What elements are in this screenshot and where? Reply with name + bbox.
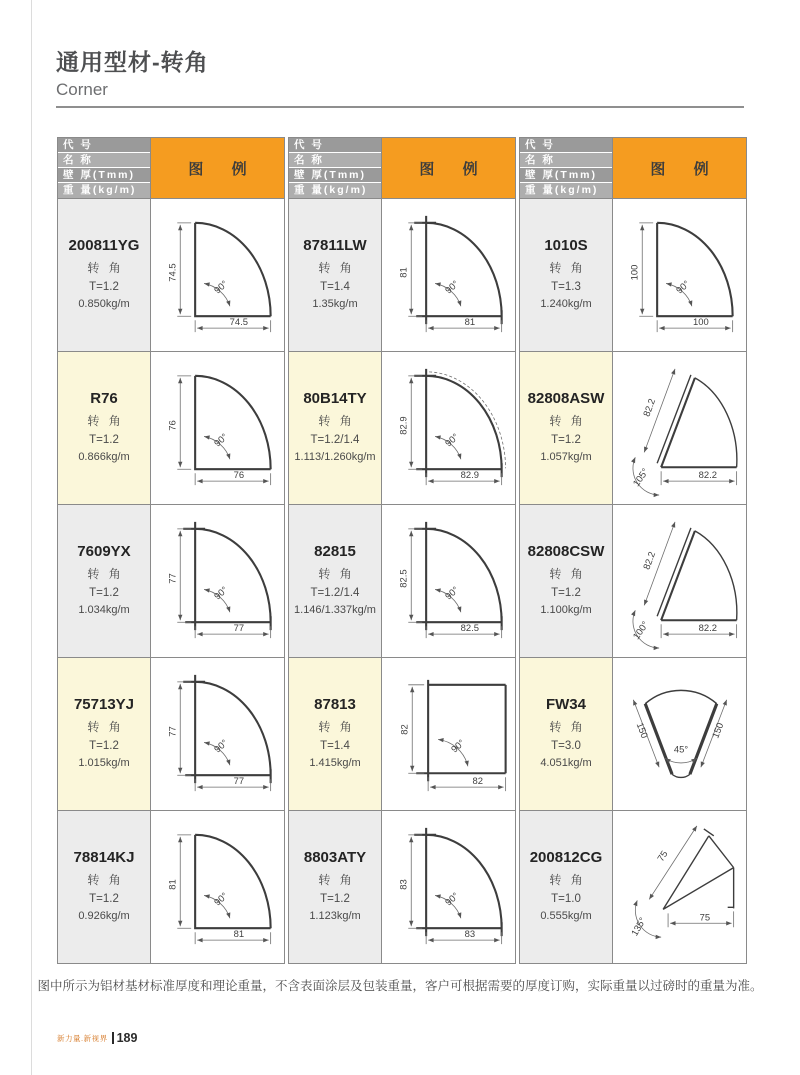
title-divider	[56, 106, 744, 108]
dim-label: 81	[166, 879, 178, 890]
product-code: 8803ATY	[303, 849, 367, 866]
dim-label: 77	[233, 622, 245, 634]
product-code: 87811LW	[303, 237, 367, 254]
header-field-label: 壁 厚(Tmm)	[520, 168, 612, 183]
legend-header: 图 例	[613, 138, 746, 198]
product-cell	[520, 198, 746, 351]
profile-drawing	[613, 505, 746, 657]
dim-label: 75	[699, 911, 711, 923]
product-cell	[520, 657, 746, 810]
product-figure	[613, 811, 746, 963]
product-code: 82808CSW	[527, 543, 605, 560]
product-weight: 0.926kg/m	[78, 910, 130, 922]
legend-header: 图 例	[151, 138, 284, 198]
product-figure	[613, 658, 746, 810]
product-thickness: T=1.4	[320, 281, 350, 293]
product-thickness: T=3.0	[551, 740, 581, 752]
product-info	[520, 199, 613, 351]
product-cell	[58, 351, 284, 504]
header-field-label: 名 称	[289, 153, 381, 168]
product-info	[58, 658, 151, 810]
product-figure	[382, 811, 515, 963]
product-code: 1010S	[544, 237, 588, 254]
product-info	[58, 811, 151, 963]
product-weight: 1.100kg/m	[540, 604, 592, 616]
header-field-label: 重 量(kg/m)	[289, 183, 381, 198]
product-weight: 1.123kg/m	[309, 910, 361, 922]
dim-label: 83	[397, 879, 409, 890]
product-name: 转 角	[318, 720, 355, 734]
dim-label: 90°	[673, 277, 692, 296]
product-name: 转 角	[318, 261, 355, 275]
product-thickness: T=1.2/1.4	[310, 434, 360, 446]
dim-label: 45°	[673, 743, 689, 755]
dim-label: 81	[397, 267, 409, 278]
product-name: 转 角	[549, 567, 586, 581]
product-figure	[382, 658, 515, 810]
product-name: 转 角	[87, 567, 124, 581]
product-weight: 1.057kg/m	[540, 451, 592, 463]
product-weight: 1.034kg/m	[78, 604, 130, 616]
product-thickness: T=1.2	[89, 434, 119, 446]
profile-drawing	[151, 199, 284, 351]
product-weight: 0.850kg/m	[78, 298, 130, 310]
product-code: FW34	[545, 696, 586, 713]
dim-label: 82.2	[698, 622, 717, 634]
product-weight: 1.240kg/m	[540, 298, 592, 310]
product-weight: 0.555kg/m	[540, 910, 592, 922]
product-cell	[520, 504, 746, 657]
header-field-labels	[289, 138, 382, 198]
profile-drawing	[151, 658, 284, 810]
product-thickness: T=1.0	[551, 893, 581, 905]
brand-text: 新力量.新视界	[57, 1033, 108, 1043]
product-figure	[151, 658, 284, 810]
profile-drawing	[382, 658, 515, 810]
dim-label: 90°	[442, 277, 461, 296]
product-cell	[58, 198, 284, 351]
product-figure	[151, 199, 284, 351]
dim-label: 90°	[442, 430, 461, 449]
product-thickness: T=1.2	[320, 893, 350, 905]
dim-label: 90°	[211, 277, 230, 296]
product-name: 转 角	[318, 873, 355, 887]
product-name: 转 角	[549, 261, 586, 275]
dim-label: 76	[233, 469, 245, 481]
header-field-label: 名 称	[520, 153, 612, 168]
product-thickness: T=1.2/1.4	[310, 587, 360, 599]
product-code: 75713YJ	[73, 696, 135, 713]
column-header	[289, 138, 515, 198]
dim-label: 90°	[442, 889, 461, 908]
print-margin-line	[31, 0, 32, 1075]
header-field-label: 重 量(kg/m)	[520, 183, 612, 198]
dim-label: 81	[233, 928, 245, 940]
profile-drawing	[151, 505, 284, 657]
header-field-labels	[58, 138, 151, 198]
dim-label: 81	[464, 316, 476, 328]
product-thickness: T=1.2	[89, 893, 119, 905]
profile-drawing	[382, 352, 515, 504]
product-figure	[382, 199, 515, 351]
product-weight: 4.051kg/m	[540, 757, 592, 769]
dim-label: 100°	[630, 619, 651, 642]
dim-label: 76	[166, 420, 178, 431]
product-code: 7609YX	[77, 543, 131, 560]
dim-label: 77	[166, 573, 178, 584]
product-weight: 1.415kg/m	[309, 757, 361, 769]
product-cell	[58, 504, 284, 657]
product-thickness: T=1.2	[89, 740, 119, 752]
dim-label: 83	[464, 928, 476, 940]
dim-label: 77	[166, 726, 178, 737]
product-cell	[520, 810, 746, 963]
dim-label: 90°	[211, 583, 230, 602]
dim-label: 90°	[211, 430, 230, 449]
header-field-label: 壁 厚(Tmm)	[289, 168, 381, 183]
header-field-labels	[520, 138, 613, 198]
product-thickness: T=1.3	[551, 281, 581, 293]
header-field-label: 重 量(kg/m)	[58, 183, 150, 198]
product-figure	[613, 199, 746, 351]
product-info	[289, 199, 382, 351]
profile-drawing	[382, 811, 515, 963]
dim-label: 150	[709, 720, 726, 740]
footnote: 图中所示为铝材基材标准厚度和理论重量，不含表面涂层及包装重量，客户可根据需要的厚度订购，实际重量以过磅时的重量为准。	[37, 979, 763, 993]
product-figure	[613, 352, 746, 504]
product-figure	[151, 811, 284, 963]
profile-drawing	[613, 199, 746, 351]
product-weight: 1.113/1.260kg/m	[294, 451, 376, 463]
page-subtitle: Corner	[56, 80, 108, 99]
catalog-column	[57, 137, 285, 964]
product-name: 转 角	[87, 261, 124, 275]
product-name: 转 角	[87, 720, 124, 734]
product-thickness: T=1.4	[320, 740, 350, 752]
dim-label: 100	[628, 264, 640, 281]
product-figure	[613, 505, 746, 657]
profile-drawing	[382, 505, 515, 657]
product-cell	[289, 351, 515, 504]
product-cell	[58, 810, 284, 963]
product-thickness: T=1.2	[89, 587, 119, 599]
product-code: R76	[90, 390, 118, 407]
product-figure	[382, 352, 515, 504]
product-cell	[289, 198, 515, 351]
product-info	[58, 199, 151, 351]
dim-label: 82.2	[640, 549, 658, 571]
catalog-table	[57, 137, 747, 964]
product-cell	[520, 351, 746, 504]
page-number: 189	[112, 1032, 138, 1044]
dim-label: 82	[398, 724, 410, 735]
dim-label: 82.5	[460, 622, 480, 634]
header-field-label: 代 号	[58, 138, 150, 153]
page-footer	[57, 1032, 137, 1044]
product-figure	[151, 352, 284, 504]
dim-label: 75	[654, 848, 670, 864]
dim-label: 82.2	[698, 469, 717, 481]
dim-label: 74.5	[229, 316, 249, 328]
profile-drawing	[151, 811, 284, 963]
profile-drawing	[613, 352, 746, 504]
product-info	[520, 505, 613, 657]
column-header	[58, 138, 284, 198]
profile-drawing	[613, 658, 746, 810]
product-info	[289, 811, 382, 963]
product-code: 87813	[314, 696, 356, 713]
dim-label: 82.2	[640, 396, 658, 418]
product-info	[520, 811, 613, 963]
product-info	[289, 352, 382, 504]
catalog-column	[519, 137, 747, 964]
profile-drawing	[382, 199, 515, 351]
product-cell	[289, 657, 515, 810]
dim-label: 90°	[442, 583, 461, 602]
dim-label: 77	[233, 775, 245, 787]
product-cell	[289, 810, 515, 963]
dim-label: 105°	[630, 466, 651, 489]
product-thickness: T=1.2	[551, 434, 581, 446]
dim-label: 90°	[211, 736, 230, 755]
product-info	[289, 658, 382, 810]
product-code: 82815	[314, 543, 356, 560]
product-name: 转 角	[549, 873, 586, 887]
dim-label: 90°	[448, 736, 467, 755]
header-field-label: 壁 厚(Tmm)	[58, 168, 150, 183]
dim-label: 90°	[211, 889, 230, 908]
product-weight: 1.015kg/m	[78, 757, 130, 769]
profile-drawing	[151, 352, 284, 504]
legend-header: 图 例	[382, 138, 515, 198]
header-field-label: 代 号	[289, 138, 381, 153]
product-info	[58, 352, 151, 504]
profile-drawing	[613, 811, 746, 963]
product-weight: 1.146/1.337kg/m	[294, 604, 376, 616]
product-info	[58, 505, 151, 657]
dim-label: 82.9	[397, 416, 409, 435]
product-code: 80B14TY	[303, 390, 367, 407]
product-thickness: T=1.2	[551, 587, 581, 599]
product-code: 78814KJ	[73, 849, 135, 866]
product-figure	[151, 505, 284, 657]
product-info	[520, 658, 613, 810]
product-code: 200812CG	[529, 849, 603, 866]
product-cell	[58, 657, 284, 810]
product-name: 转 角	[549, 414, 586, 428]
header-field-label: 代 号	[520, 138, 612, 153]
product-code: 200811YG	[68, 237, 140, 254]
product-cell	[289, 504, 515, 657]
product-code: 82808ASW	[527, 390, 605, 407]
dim-label: 135°	[628, 915, 648, 938]
product-thickness: T=1.2	[89, 281, 119, 293]
product-info	[520, 352, 613, 504]
page-header	[56, 44, 744, 108]
product-name: 转 角	[87, 414, 124, 428]
page-title: 通用型材-转角	[56, 49, 209, 75]
header-field-label: 名 称	[58, 153, 150, 168]
dim-label: 100	[692, 316, 709, 328]
product-weight: 1.35kg/m	[312, 298, 358, 310]
dim-label: 150	[634, 720, 651, 740]
dim-label: 74.5	[166, 263, 178, 282]
product-info	[289, 505, 382, 657]
dim-label: 82.5	[397, 569, 409, 588]
product-weight: 0.866kg/m	[78, 451, 130, 463]
dim-label: 82	[472, 775, 484, 787]
product-figure	[382, 505, 515, 657]
product-name: 转 角	[318, 414, 355, 428]
product-name: 转 角	[318, 567, 355, 581]
column-header	[520, 138, 746, 198]
product-name: 转 角	[87, 873, 124, 887]
dim-label: 82.9	[460, 469, 480, 481]
catalog-column	[288, 137, 516, 964]
product-name: 转 角	[549, 720, 586, 734]
